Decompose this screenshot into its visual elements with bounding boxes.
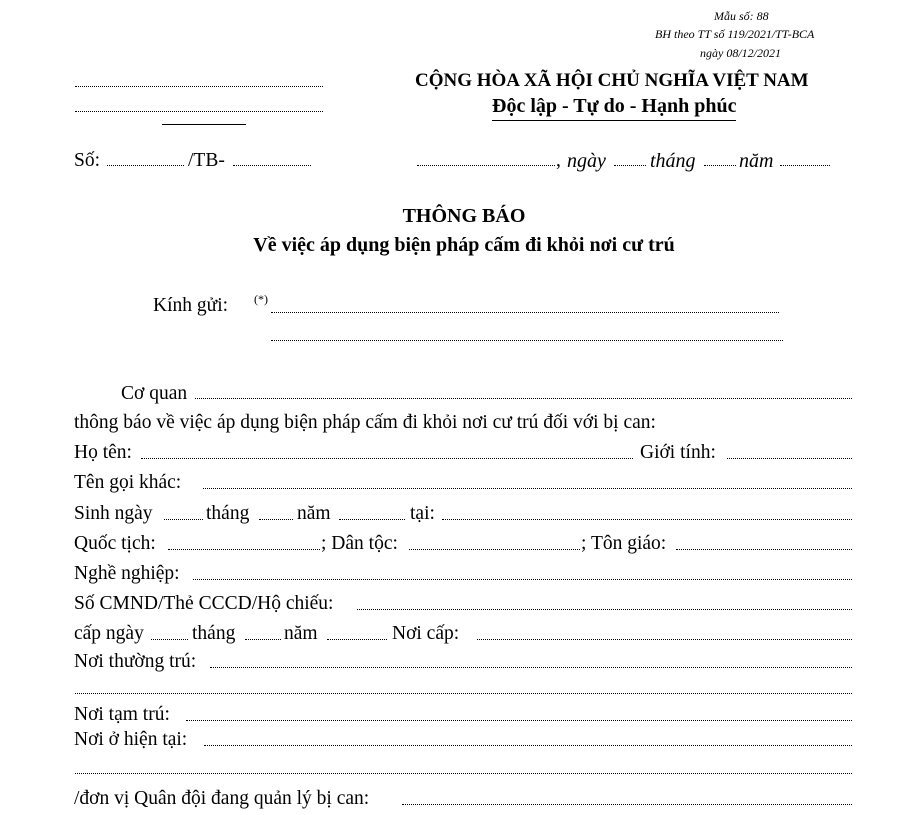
issue-month-label: tháng <box>192 623 236 644</box>
nationality-label: Quốc tịch: <box>74 533 156 554</box>
id-label: Số CMND/Thẻ CCCD/Hộ chiếu: <box>74 593 334 614</box>
temporary-label: Nơi tạm trú: <box>74 704 170 725</box>
recipient-marker: (*) <box>254 292 268 306</box>
agency-line-2[interactable] <box>75 111 323 112</box>
issue-date-label: cấp ngày <box>74 623 144 644</box>
ref-month-label: tháng <box>650 150 696 172</box>
issue-day-field[interactable] <box>151 639 188 640</box>
alias-label: Tên gọi khác: <box>74 472 182 493</box>
religion-label: ; Tôn giáo: <box>581 533 667 554</box>
permanent-field[interactable] <box>210 667 852 668</box>
unit-field[interactable] <box>402 804 852 805</box>
gender-field[interactable] <box>727 458 852 459</box>
issue-year-field[interactable] <box>327 639 387 640</box>
unit-label: /đơn vị Quân đội đang quản lý bị can: <box>74 788 370 809</box>
issue-year-label: năm <box>284 623 318 644</box>
name-label: Họ tên: <box>74 442 132 463</box>
nationality-field[interactable] <box>168 549 320 550</box>
gender-label: Giới tính: <box>640 442 716 463</box>
religion-field[interactable] <box>676 549 852 550</box>
place-field[interactable] <box>417 165 555 166</box>
current-label: Nơi ở hiện tại: <box>74 729 188 750</box>
motto: Độc lập - Tự do - Hạnh phúc <box>492 95 736 121</box>
agency-line-1[interactable] <box>75 86 323 87</box>
current-field[interactable] <box>204 745 852 746</box>
ref-year-label: năm <box>739 150 774 172</box>
so-field[interactable] <box>107 165 184 166</box>
form-number: Mẫu số: 88 <box>714 9 769 23</box>
agency-field[interactable] <box>195 398 852 399</box>
permanent-field-2[interactable] <box>75 693 852 694</box>
current-field-2[interactable] <box>75 773 852 774</box>
tb-field[interactable] <box>233 165 311 166</box>
form-issued-date: ngày 08/12/2021 <box>700 46 781 60</box>
ref-year-field[interactable] <box>780 165 830 166</box>
temporary-field[interactable] <box>186 720 852 721</box>
ethnic-label: ; Dân tộc: <box>321 533 398 554</box>
birth-place-field[interactable] <box>442 519 852 520</box>
job-field[interactable] <box>193 579 852 580</box>
birth-month-field[interactable] <box>259 519 293 520</box>
birth-year-label: năm <box>297 503 331 524</box>
form-issued-by: BH theo TT số 119/2021/TT-BCA <box>655 27 815 41</box>
ref-day-field[interactable] <box>614 165 646 166</box>
so-label: Số: <box>74 150 101 171</box>
recipient-line-2[interactable] <box>271 340 783 341</box>
birth-day-label: Sinh ngày <box>74 503 153 524</box>
job-label: Nghề nghiệp: <box>74 563 180 584</box>
alias-field[interactable] <box>203 488 852 489</box>
birth-day-field[interactable] <box>164 519 203 520</box>
issue-place-field[interactable] <box>477 639 852 640</box>
recipient-label: Kính gửi: <box>153 295 229 316</box>
birth-month-label: tháng <box>206 503 250 524</box>
ethnic-field[interactable] <box>409 549 580 550</box>
ref-month-field[interactable] <box>704 165 736 166</box>
agency-divider <box>162 124 246 125</box>
agency-label: Cơ quan <box>121 383 188 404</box>
country-title: CỘNG HÒA XÃ HỘI CHỦ NGHĨA VIỆT NAM <box>415 70 809 91</box>
issue-month-field[interactable] <box>245 639 281 640</box>
tb-label: /TB- <box>188 150 225 171</box>
id-field[interactable] <box>357 609 852 610</box>
recipient-line-1[interactable] <box>271 312 779 313</box>
birth-place-label: tại: <box>410 503 435 524</box>
doc-subtitle: Về việc áp dụng biện pháp cấm đi khỏi nơi cư trú <box>253 234 675 256</box>
name-field[interactable] <box>141 458 633 459</box>
doc-title: THÔNG BÁO <box>402 205 526 227</box>
intro-text: thông báo về việc áp dụng biện pháp cấm đi khỏi nơi cư trú đối với bị can: <box>74 412 656 433</box>
ref-comma: , <box>556 150 561 171</box>
birth-year-field[interactable] <box>339 519 405 520</box>
issue-place-label: Nơi cấp: <box>392 623 460 644</box>
ref-day-label: ngày <box>567 150 606 172</box>
permanent-label: Nơi thường trú: <box>74 651 197 672</box>
